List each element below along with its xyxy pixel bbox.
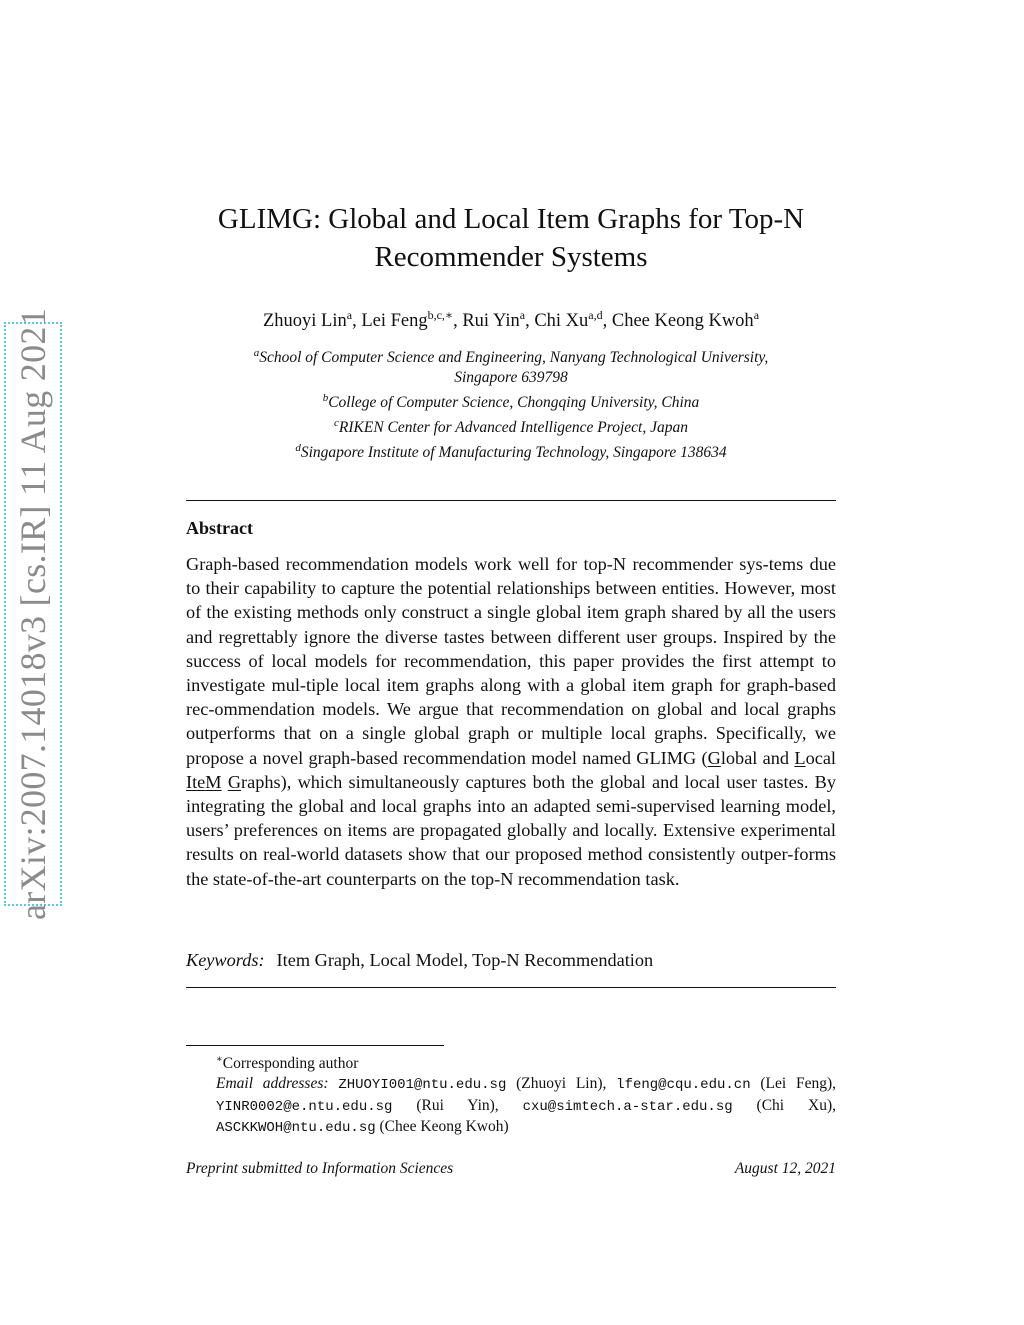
affiliation-continued: Singapore 639798 — [454, 369, 568, 387]
affiliation-list — [186, 343, 836, 464]
title-line-1: GLIMG: Global and Local Item Graphs for Top-N — [217, 203, 805, 235]
affiliation: $^d$Singapore Institute of Manufacturing Technology, Singapore 138634 — [295, 442, 727, 462]
abstract-text: Graph-based recommendation models work well for top-N recommender sys-tems due to their capability to capture the potential relationships between entities. However, most of the existing methods only construct a single global item graph shared by all the users and regrettably ignore the diverse tastes between different user groups. Inspired by the success of local models for recommendation, this paper provides the first attempt to investigate mul-tiple local item graphs along with a global item graph for graph-based rec-ommendation models. We argue that recommendation on global and local graphs outperforms that on a single global graph or multiple local graphs. Specifically, we propose a novel graph-based recommendation model named GLIMG (Global and Local IteM Graphs), which simultaneously captures both the global and local user tastes. By integrating the global and local graphs into an adapted semi-supervised learning model, users’ preferences on items are propagated globally and locally. Extensive experimental results on real-world datasets show that our proposed method consistently outper-forms the state-of-the-art counterparts on the top-N recommendation task. — [186, 554, 837, 889]
arxiv-stamp[interactable] — [4, 307, 62, 921]
email-link[interactable]: cxu@simtech.a-star.edu.sg — [522, 1098, 733, 1115]
preprint-date: August 12, 2021 — [734, 1160, 836, 1177]
affiliation: $^a$School of Computer Science and Engineering, Nanyang Technological University, — [253, 347, 769, 367]
paper-title — [186, 200, 836, 276]
email-addresses-note: Email addresses: ZHUOYI001@ntu.edu.sg (Zhuoyi Lin), lfeng@cqu.edu.cn (Lei Feng), YINR0002@e.ntu.edu.sg (Rui Yin), cxu@simtech.a-star.edu.sg (Chi Xu), ASCKKWOH@ntu.edu.sg (Chee Keong Kwoh) — [216, 1075, 836, 1137]
author: Lei Feng$^{b,c,∗}$ — [361, 308, 454, 332]
keywords-label: Keywords: — [186, 950, 265, 970]
abstract-heading: Abstract — [186, 518, 253, 538]
keywords-text: Item Graph, Local Model, Top-N Recommendation — [276, 950, 654, 970]
email-link[interactable]: lfeng@cqu.edu.cn — [616, 1077, 751, 1094]
footnote-rule — [186, 1045, 444, 1046]
footnotes — [186, 1050, 836, 1138]
author: Chee Keong Kwoh$^a$ — [611, 308, 760, 332]
affiliation: $^c$RIKEN Center for Advanced Intelligence Project, Japan — [334, 417, 688, 437]
title-line-2: Recommender Systems — [374, 241, 648, 273]
abstract-bottom-rule — [186, 987, 836, 988]
corresponding-author-note: ∗Corresponding author — [216, 1054, 359, 1073]
abstract-top-rule — [186, 500, 836, 501]
email-link[interactable]: ZHUOYI001@ntu.edu.sg — [338, 1077, 507, 1094]
author: Chi Xu$^{a,d}$ — [534, 308, 603, 332]
email-link[interactable]: ASCKKWOH@ntu.edu.sg — [216, 1120, 376, 1137]
arxiv-stamp-text: arXiv:2007.14018v3 [cs.IR] 11 Aug 2021 — [13, 307, 54, 921]
email-label: Email addresses: — [216, 1075, 329, 1093]
preprint-venue: Preprint submitted to Information Sciences — [186, 1160, 454, 1177]
email-link[interactable]: YINR0002@e.ntu.edu.sg — [216, 1098, 393, 1115]
author-list: Zhuoyi Lin$^a$, Lei Feng$^{b,c,∗}$, Rui Yin$^a$, Chi Xu$^{a,d}$, Chee Keong Kwoh$^a$ — [262, 308, 760, 332]
preprint-footer — [186, 1160, 836, 1178]
author: Rui Yin$^a$ — [462, 308, 526, 332]
keywords — [186, 948, 836, 972]
author: Zhuoyi Lin$^a$ — [262, 308, 353, 332]
affiliation: $^b$College of Computer Science, Chongqing University, China — [322, 392, 700, 412]
